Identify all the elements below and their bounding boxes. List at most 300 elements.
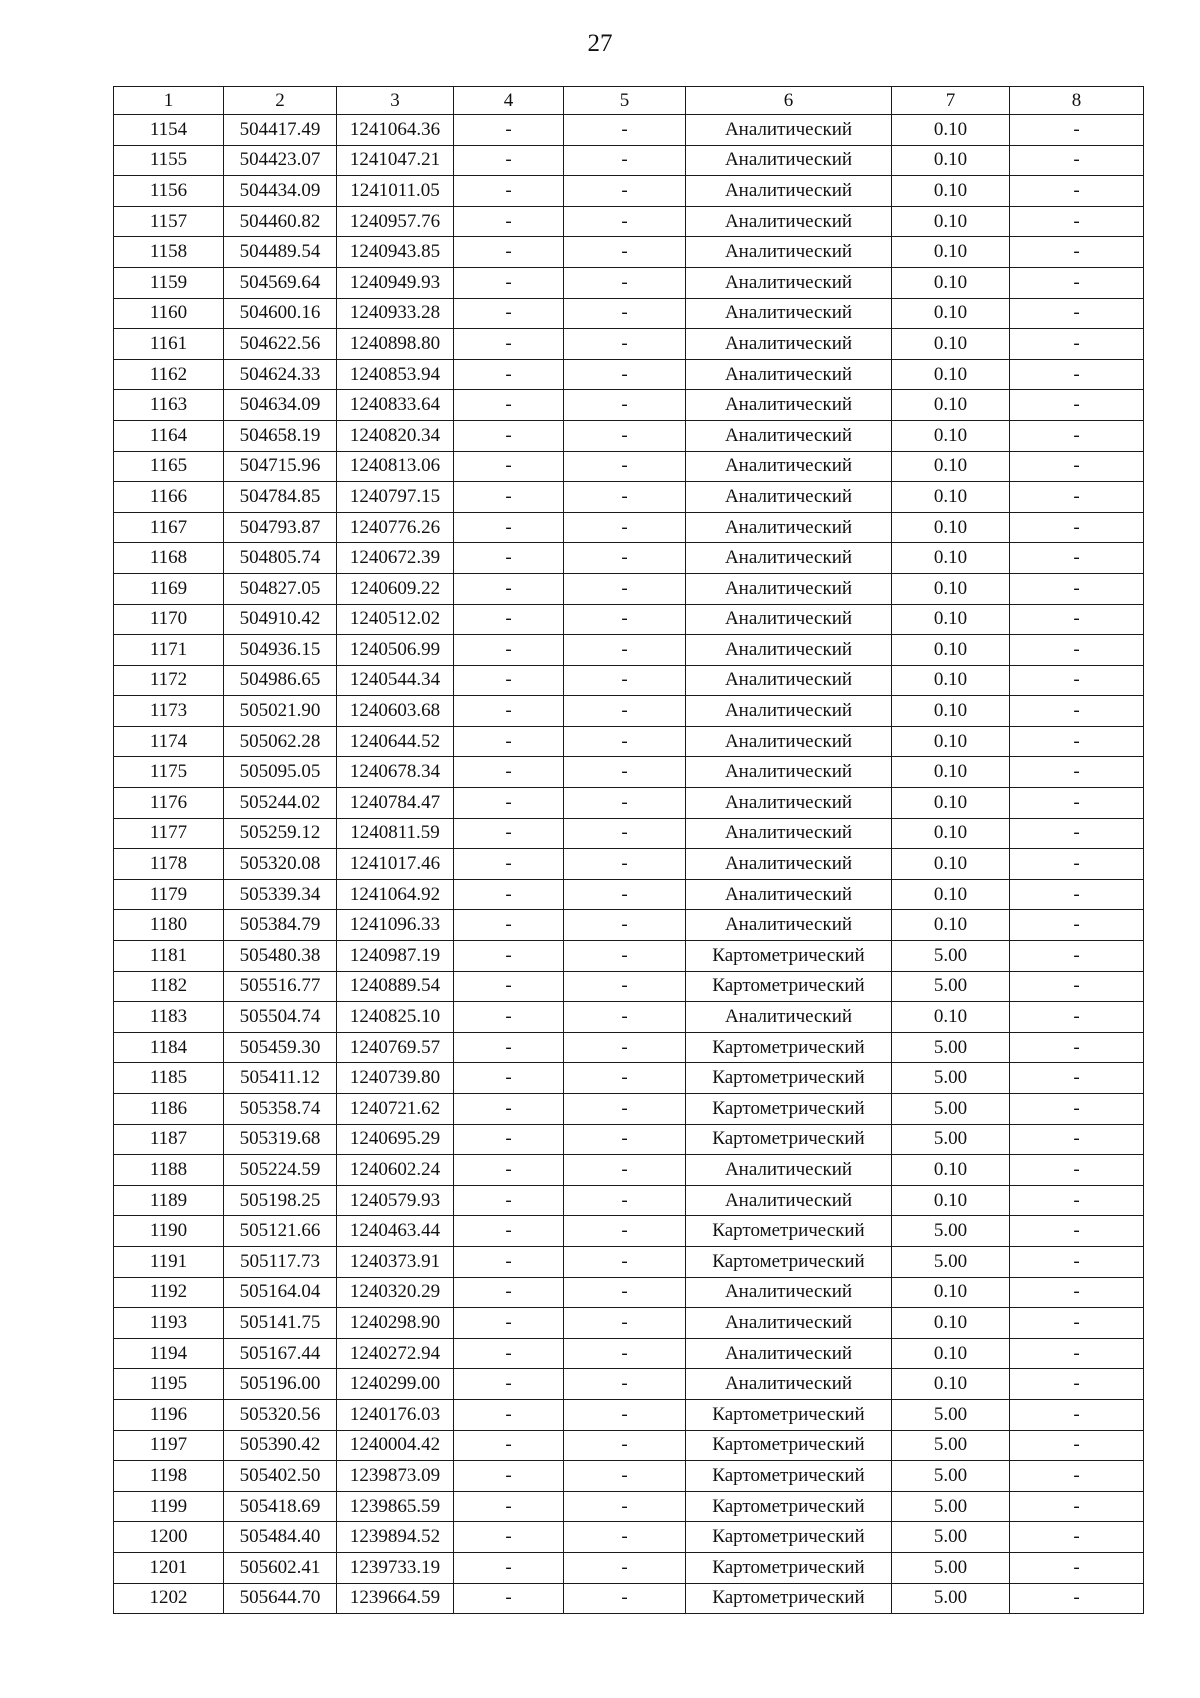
cell-col-8: - [1010, 1155, 1144, 1186]
cell-col-4: - [454, 1002, 564, 1033]
cell-y-coordinate: 1240602.24 [337, 1155, 454, 1186]
cell-point-number: 1176 [114, 788, 224, 819]
cell-col-8: - [1010, 879, 1144, 910]
cell-col-4: - [454, 971, 564, 1002]
cell-x-coordinate: 504622.56 [224, 329, 337, 360]
cell-x-coordinate: 505196.00 [224, 1369, 337, 1400]
cell-col-8: - [1010, 788, 1144, 819]
cell-col-5: - [564, 1002, 686, 1033]
cell-col-5: - [564, 879, 686, 910]
cell-col-4: - [454, 941, 564, 972]
cell-method: Аналитический [686, 512, 892, 543]
cell-method: Аналитический [686, 267, 892, 298]
cell-method: Картометрический [686, 1430, 892, 1461]
cell-method: Картометрический [686, 971, 892, 1002]
table-row [114, 1216, 1144, 1247]
cell-x-coordinate: 504793.87 [224, 512, 337, 543]
cell-method: Аналитический [686, 573, 892, 604]
table-row [114, 176, 1144, 207]
cell-col-8: - [1010, 115, 1144, 146]
cell-method: Аналитический [686, 390, 892, 421]
cell-y-coordinate: 1240797.15 [337, 482, 454, 513]
cell-accuracy: 0.10 [892, 788, 1010, 819]
cell-col-4: - [454, 1246, 564, 1277]
cell-y-coordinate: 1240603.68 [337, 696, 454, 727]
header-row [114, 87, 1144, 115]
table-row [114, 971, 1144, 1002]
table-row [114, 115, 1144, 146]
cell-accuracy: 0.10 [892, 1002, 1010, 1033]
cell-y-coordinate: 1240579.93 [337, 1185, 454, 1216]
table-row [114, 1308, 1144, 1339]
cell-col-8: - [1010, 818, 1144, 849]
table-row [114, 1277, 1144, 1308]
cell-y-coordinate: 1240176.03 [337, 1399, 454, 1430]
cell-col-5: - [564, 910, 686, 941]
cell-y-coordinate: 1240678.34 [337, 757, 454, 788]
cell-col-4: - [454, 1369, 564, 1400]
cell-col-8: - [1010, 206, 1144, 237]
table-header [114, 87, 1144, 115]
cell-accuracy: 5.00 [892, 1216, 1010, 1247]
cell-col-5: - [564, 206, 686, 237]
cell-accuracy: 5.00 [892, 1399, 1010, 1430]
cell-point-number: 1199 [114, 1491, 224, 1522]
cell-col-8: - [1010, 176, 1144, 207]
cell-point-number: 1187 [114, 1124, 224, 1155]
cell-method: Картометрический [686, 941, 892, 972]
cell-x-coordinate: 505021.90 [224, 696, 337, 727]
cell-method: Аналитический [686, 237, 892, 268]
cell-accuracy: 0.10 [892, 1338, 1010, 1369]
cell-col-5: - [564, 298, 686, 329]
cell-col-8: - [1010, 482, 1144, 513]
cell-accuracy: 0.10 [892, 267, 1010, 298]
cell-accuracy: 0.10 [892, 879, 1010, 910]
coordinates-table [113, 86, 1144, 1614]
table-row [114, 757, 1144, 788]
cell-col-8: - [1010, 1277, 1144, 1308]
cell-x-coordinate: 505484.40 [224, 1522, 337, 1553]
cell-y-coordinate: 1241011.05 [337, 176, 454, 207]
cell-x-coordinate: 505062.28 [224, 726, 337, 757]
cell-col-4: - [454, 1308, 564, 1339]
cell-y-coordinate: 1240784.47 [337, 788, 454, 819]
cell-point-number: 1182 [114, 971, 224, 1002]
table-row [114, 329, 1144, 360]
cell-x-coordinate: 504600.16 [224, 298, 337, 329]
cell-accuracy: 0.10 [892, 910, 1010, 941]
cell-y-coordinate: 1240506.99 [337, 635, 454, 666]
table-row [114, 267, 1144, 298]
cell-accuracy: 0.10 [892, 359, 1010, 390]
cell-point-number: 1158 [114, 237, 224, 268]
cell-col-8: - [1010, 971, 1144, 1002]
table-row [114, 1063, 1144, 1094]
cell-method: Картометрический [686, 1216, 892, 1247]
cell-col-8: - [1010, 237, 1144, 268]
cell-x-coordinate: 505320.08 [224, 849, 337, 880]
cell-x-coordinate: 504658.19 [224, 420, 337, 451]
cell-x-coordinate: 505418.69 [224, 1491, 337, 1522]
cell-point-number: 1164 [114, 420, 224, 451]
cell-point-number: 1181 [114, 941, 224, 972]
cell-point-number: 1166 [114, 482, 224, 513]
cell-method: Картометрический [686, 1032, 892, 1063]
cell-method: Аналитический [686, 604, 892, 635]
cell-y-coordinate: 1239873.09 [337, 1461, 454, 1492]
table-row [114, 788, 1144, 819]
table-row [114, 206, 1144, 237]
cell-col-4: - [454, 145, 564, 176]
cell-point-number: 1156 [114, 176, 224, 207]
cell-point-number: 1193 [114, 1308, 224, 1339]
table-row [114, 359, 1144, 390]
cell-point-number: 1185 [114, 1063, 224, 1094]
table-row [114, 635, 1144, 666]
cell-col-5: - [564, 1552, 686, 1583]
cell-col-8: - [1010, 1583, 1144, 1614]
cell-accuracy: 0.10 [892, 145, 1010, 176]
cell-col-8: - [1010, 420, 1144, 451]
cell-x-coordinate: 505224.59 [224, 1155, 337, 1186]
cell-col-5: - [564, 971, 686, 1002]
cell-accuracy: 5.00 [892, 1094, 1010, 1125]
column-header-7: 7 [892, 87, 1010, 115]
cell-x-coordinate: 504417.49 [224, 115, 337, 146]
cell-point-number: 1154 [114, 115, 224, 146]
cell-x-coordinate: 505644.70 [224, 1583, 337, 1614]
cell-col-4: - [454, 237, 564, 268]
cell-col-8: - [1010, 1124, 1144, 1155]
cell-y-coordinate: 1240943.85 [337, 237, 454, 268]
cell-y-coordinate: 1241047.21 [337, 145, 454, 176]
table-row [114, 604, 1144, 635]
cell-accuracy: 0.10 [892, 451, 1010, 482]
cell-col-5: - [564, 573, 686, 604]
cell-y-coordinate: 1240695.29 [337, 1124, 454, 1155]
cell-method: Аналитический [686, 757, 892, 788]
cell-col-8: - [1010, 329, 1144, 360]
cell-accuracy: 0.10 [892, 298, 1010, 329]
cell-point-number: 1175 [114, 757, 224, 788]
cell-col-8: - [1010, 1216, 1144, 1247]
cell-col-4: - [454, 1461, 564, 1492]
column-header-4: 4 [454, 87, 564, 115]
cell-accuracy: 0.10 [892, 818, 1010, 849]
cell-col-5: - [564, 512, 686, 543]
cell-y-coordinate: 1240987.19 [337, 941, 454, 972]
cell-point-number: 1180 [114, 910, 224, 941]
cell-point-number: 1198 [114, 1461, 224, 1492]
cell-x-coordinate: 504624.33 [224, 359, 337, 390]
table-row [114, 665, 1144, 696]
cell-y-coordinate: 1239865.59 [337, 1491, 454, 1522]
cell-accuracy: 5.00 [892, 1583, 1010, 1614]
cell-col-4: - [454, 665, 564, 696]
cell-x-coordinate: 505602.41 [224, 1552, 337, 1583]
cell-point-number: 1184 [114, 1032, 224, 1063]
cell-col-5: - [564, 635, 686, 666]
cell-x-coordinate: 505167.44 [224, 1338, 337, 1369]
cell-col-4: - [454, 176, 564, 207]
cell-col-5: - [564, 1308, 686, 1339]
cell-x-coordinate: 505390.42 [224, 1430, 337, 1461]
cell-col-4: - [454, 543, 564, 574]
cell-accuracy: 5.00 [892, 1522, 1010, 1553]
cell-method: Аналитический [686, 115, 892, 146]
table-row [114, 1185, 1144, 1216]
cell-point-number: 1194 [114, 1338, 224, 1369]
cell-col-8: - [1010, 604, 1144, 635]
cell-accuracy: 5.00 [892, 1461, 1010, 1492]
cell-y-coordinate: 1240833.64 [337, 390, 454, 421]
cell-accuracy: 0.10 [892, 329, 1010, 360]
table-row [114, 1124, 1144, 1155]
cell-col-4: - [454, 1094, 564, 1125]
cell-y-coordinate: 1240949.93 [337, 267, 454, 298]
cell-accuracy: 0.10 [892, 1308, 1010, 1339]
cell-col-5: - [564, 390, 686, 421]
cell-col-5: - [564, 543, 686, 574]
table-body [114, 115, 1144, 1614]
cell-accuracy: 5.00 [892, 1124, 1010, 1155]
cell-col-4: - [454, 267, 564, 298]
cell-point-number: 1190 [114, 1216, 224, 1247]
cell-accuracy: 0.10 [892, 604, 1010, 635]
table-row [114, 1032, 1144, 1063]
cell-method: Картометрический [686, 1063, 892, 1094]
cell-col-8: - [1010, 359, 1144, 390]
cell-y-coordinate: 1239894.52 [337, 1522, 454, 1553]
cell-accuracy: 5.00 [892, 1552, 1010, 1583]
cell-col-5: - [564, 145, 686, 176]
cell-method: Аналитический [686, 849, 892, 880]
cell-col-5: - [564, 1094, 686, 1125]
cell-y-coordinate: 1240769.57 [337, 1032, 454, 1063]
cell-y-coordinate: 1240299.00 [337, 1369, 454, 1400]
cell-col-5: - [564, 1461, 686, 1492]
cell-point-number: 1201 [114, 1552, 224, 1583]
cell-x-coordinate: 505339.34 [224, 879, 337, 910]
cell-x-coordinate: 505319.68 [224, 1124, 337, 1155]
table-row [114, 726, 1144, 757]
cell-y-coordinate: 1240853.94 [337, 359, 454, 390]
cell-method: Картометрический [686, 1491, 892, 1522]
cell-col-5: - [564, 665, 686, 696]
cell-col-4: - [454, 1063, 564, 1094]
cell-x-coordinate: 505411.12 [224, 1063, 337, 1094]
table-row [114, 879, 1144, 910]
cell-y-coordinate: 1240544.34 [337, 665, 454, 696]
cell-accuracy: 5.00 [892, 1430, 1010, 1461]
cell-accuracy: 5.00 [892, 1246, 1010, 1277]
cell-method: Аналитический [686, 359, 892, 390]
cell-point-number: 1163 [114, 390, 224, 421]
cell-col-4: - [454, 1552, 564, 1583]
cell-point-number: 1173 [114, 696, 224, 727]
cell-col-8: - [1010, 1552, 1144, 1583]
cell-accuracy: 0.10 [892, 237, 1010, 268]
cell-x-coordinate: 505320.56 [224, 1399, 337, 1430]
cell-method: Картометрический [686, 1094, 892, 1125]
cell-method: Картометрический [686, 1583, 892, 1614]
cell-accuracy: 0.10 [892, 696, 1010, 727]
cell-method: Картометрический [686, 1461, 892, 1492]
cell-col-8: - [1010, 1185, 1144, 1216]
cell-col-4: - [454, 1522, 564, 1553]
cell-col-5: - [564, 941, 686, 972]
cell-method: Аналитический [686, 543, 892, 574]
table-row [114, 451, 1144, 482]
cell-col-4: - [454, 696, 564, 727]
cell-col-5: - [564, 696, 686, 727]
cell-method: Аналитический [686, 1002, 892, 1033]
cell-col-4: - [454, 1583, 564, 1614]
cell-col-4: - [454, 115, 564, 146]
cell-point-number: 1189 [114, 1185, 224, 1216]
cell-col-8: - [1010, 1063, 1144, 1094]
cell-col-4: - [454, 1491, 564, 1522]
table-row [114, 1583, 1144, 1614]
cell-col-4: - [454, 482, 564, 513]
cell-col-8: - [1010, 1002, 1144, 1033]
cell-col-4: - [454, 757, 564, 788]
cell-y-coordinate: 1241017.46 [337, 849, 454, 880]
cell-point-number: 1196 [114, 1399, 224, 1430]
column-header-6: 6 [686, 87, 892, 115]
cell-x-coordinate: 505164.04 [224, 1277, 337, 1308]
table-row [114, 1369, 1144, 1400]
cell-col-4: - [454, 849, 564, 880]
cell-col-4: - [454, 1032, 564, 1063]
cell-col-4: - [454, 818, 564, 849]
cell-x-coordinate: 504434.09 [224, 176, 337, 207]
cell-method: Аналитический [686, 206, 892, 237]
cell-point-number: 1200 [114, 1522, 224, 1553]
cell-method: Аналитический [686, 665, 892, 696]
cell-x-coordinate: 505384.79 [224, 910, 337, 941]
column-header-2: 2 [224, 87, 337, 115]
cell-col-4: - [454, 206, 564, 237]
cell-point-number: 1179 [114, 879, 224, 910]
cell-y-coordinate: 1240272.94 [337, 1338, 454, 1369]
cell-col-8: - [1010, 635, 1144, 666]
cell-col-4: - [454, 788, 564, 819]
cell-col-5: - [564, 482, 686, 513]
cell-col-8: - [1010, 1461, 1144, 1492]
cell-point-number: 1191 [114, 1246, 224, 1277]
cell-col-5: - [564, 1185, 686, 1216]
table-row [114, 1461, 1144, 1492]
cell-col-4: - [454, 1185, 564, 1216]
cell-col-8: - [1010, 910, 1144, 941]
cell-point-number: 1167 [114, 512, 224, 543]
cell-x-coordinate: 505480.38 [224, 941, 337, 972]
table-row [114, 1522, 1144, 1553]
table-row [114, 1338, 1144, 1369]
table-row [114, 237, 1144, 268]
cell-col-8: - [1010, 451, 1144, 482]
cell-point-number: 1161 [114, 329, 224, 360]
cell-col-5: - [564, 818, 686, 849]
cell-method: Аналитический [686, 145, 892, 176]
cell-x-coordinate: 504423.07 [224, 145, 337, 176]
cell-col-5: - [564, 1063, 686, 1094]
cell-accuracy: 5.00 [892, 971, 1010, 1002]
cell-method: Картометрический [686, 1124, 892, 1155]
cell-col-5: - [564, 1338, 686, 1369]
table-row [114, 696, 1144, 727]
cell-method: Аналитический [686, 176, 892, 207]
cell-point-number: 1160 [114, 298, 224, 329]
cell-x-coordinate: 504460.82 [224, 206, 337, 237]
cell-accuracy: 5.00 [892, 941, 1010, 972]
cell-y-coordinate: 1240739.80 [337, 1063, 454, 1094]
page-number: 27 [587, 30, 613, 57]
cell-method: Аналитический [686, 1369, 892, 1400]
cell-x-coordinate: 504569.64 [224, 267, 337, 298]
cell-col-8: - [1010, 1491, 1144, 1522]
cell-col-8: - [1010, 1308, 1144, 1339]
cell-method: Аналитический [686, 635, 892, 666]
cell-x-coordinate: 505117.73 [224, 1246, 337, 1277]
cell-point-number: 1177 [114, 818, 224, 849]
table-row [114, 1491, 1144, 1522]
cell-accuracy: 0.10 [892, 512, 1010, 543]
cell-point-number: 1188 [114, 1155, 224, 1186]
cell-y-coordinate: 1241064.92 [337, 879, 454, 910]
cell-point-number: 1172 [114, 665, 224, 696]
cell-col-5: - [564, 237, 686, 268]
cell-x-coordinate: 504634.09 [224, 390, 337, 421]
cell-x-coordinate: 504805.74 [224, 543, 337, 574]
cell-col-4: - [454, 1155, 564, 1186]
cell-point-number: 1157 [114, 206, 224, 237]
cell-accuracy: 0.10 [892, 1155, 1010, 1186]
cell-point-number: 1165 [114, 451, 224, 482]
table-row [114, 420, 1144, 451]
cell-col-5: - [564, 420, 686, 451]
table-row [114, 941, 1144, 972]
cell-y-coordinate: 1240820.34 [337, 420, 454, 451]
cell-method: Аналитический [686, 910, 892, 941]
cell-col-5: - [564, 329, 686, 360]
cell-col-8: - [1010, 543, 1144, 574]
cell-col-8: - [1010, 726, 1144, 757]
cell-y-coordinate: 1240957.76 [337, 206, 454, 237]
cell-method: Картометрический [686, 1399, 892, 1430]
cell-y-coordinate: 1240373.91 [337, 1246, 454, 1277]
cell-accuracy: 0.10 [892, 726, 1010, 757]
cell-col-5: - [564, 604, 686, 635]
cell-accuracy: 0.10 [892, 849, 1010, 880]
cell-point-number: 1171 [114, 635, 224, 666]
cell-y-coordinate: 1240721.62 [337, 1094, 454, 1125]
cell-y-coordinate: 1240609.22 [337, 573, 454, 604]
table-row [114, 849, 1144, 880]
cell-col-5: - [564, 1032, 686, 1063]
cell-y-coordinate: 1240672.39 [337, 543, 454, 574]
cell-col-8: - [1010, 145, 1144, 176]
cell-x-coordinate: 504910.42 [224, 604, 337, 635]
cell-col-4: - [454, 451, 564, 482]
cell-accuracy: 5.00 [892, 1491, 1010, 1522]
cell-accuracy: 0.10 [892, 115, 1010, 146]
cell-point-number: 1186 [114, 1094, 224, 1125]
cell-point-number: 1169 [114, 573, 224, 604]
table-row [114, 573, 1144, 604]
